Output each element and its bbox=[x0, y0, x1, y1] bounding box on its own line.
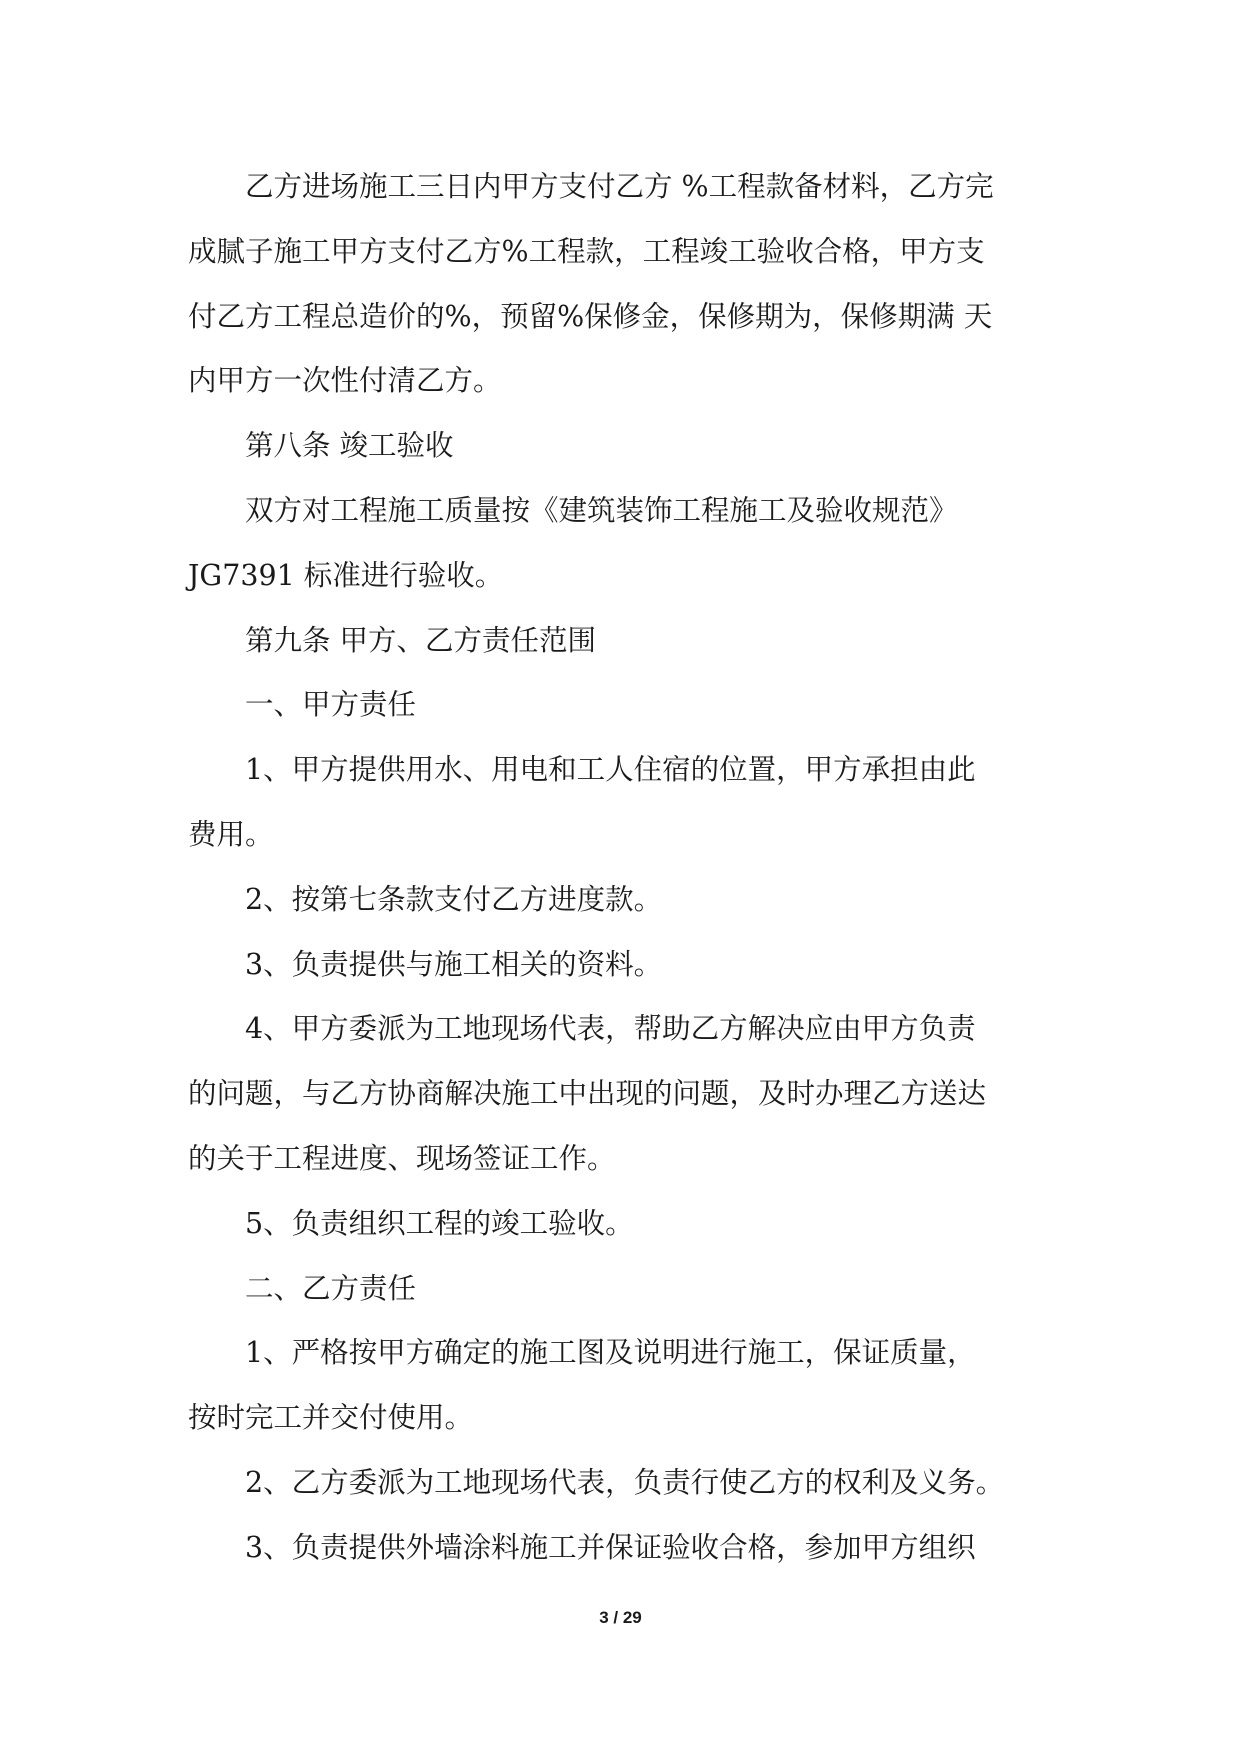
text-line: 内甲方一次性付清乙方。 bbox=[188, 364, 502, 398]
text-line: 3、负责提供外墙涂料施工并保证验收合格，参加甲方组织 bbox=[245, 1530, 976, 1564]
party-a-heading bbox=[188, 673, 1058, 738]
text-line: 2、乙方委派为工地现场代表，负责行使乙方的权利及义务。 bbox=[245, 1465, 1005, 1499]
text-line: 一、甲方责任 bbox=[245, 688, 417, 722]
party-b-item-2 bbox=[188, 1451, 1058, 1516]
article-8-heading bbox=[188, 414, 1058, 479]
text-line: 乙方进场施工三日内甲方支付乙方 %工程款备材料，乙方完 bbox=[245, 170, 994, 203]
text-line: 1、严格按甲方确定的施工图及说明进行施工，保证质量， bbox=[245, 1336, 976, 1370]
party-a-item-5 bbox=[188, 1192, 1058, 1257]
text-line: 第九条 甲方、乙方责任范围 bbox=[245, 623, 597, 657]
page-number: 3 / 29 bbox=[599, 1608, 642, 1627]
text-line: 双方对工程施工质量按《建筑装饰工程施工及验收规范》 bbox=[245, 493, 958, 527]
party-b-item-1 bbox=[188, 1321, 1058, 1451]
text-line: JG7391 标准进行验收。 bbox=[188, 558, 504, 592]
text-line: 的问题，与乙方协商解决施工中出现的问题，及时办理乙方送达 bbox=[188, 1077, 987, 1111]
text-line: 按时完工并交付使用。 bbox=[188, 1401, 474, 1435]
paragraph-payment-terms bbox=[188, 155, 1058, 414]
text-line: 第八条 竣工验收 bbox=[245, 429, 454, 463]
party-a-item-1 bbox=[188, 738, 1058, 868]
party-b-item-3 bbox=[188, 1516, 1058, 1581]
party-a-item-4 bbox=[188, 997, 1058, 1191]
text-line: 4、甲方委派为工地现场代表，帮助乙方解决应由甲方负责 bbox=[245, 1012, 976, 1046]
article-9-heading bbox=[188, 609, 1058, 674]
text-line: 成腻子施工甲方支付乙方%工程款，工程竣工验收合格，甲方支 bbox=[188, 234, 985, 268]
text-line: 费用。 bbox=[188, 817, 274, 851]
text-line: 3、负责提供与施工相关的资料。 bbox=[245, 947, 663, 981]
text-line: 付乙方工程总造价的%，预留%保修金，保修期为，保修期满 天 bbox=[188, 299, 993, 333]
text-line: 2、按第七条款支付乙方进度款。 bbox=[245, 882, 663, 916]
text-line: 二、乙方责任 bbox=[245, 1271, 417, 1305]
party-b-heading bbox=[188, 1257, 1058, 1322]
text-line: 1、甲方提供用水、用电和工人住宿的位置，甲方承担由此 bbox=[245, 753, 976, 787]
party-a-item-2 bbox=[188, 868, 1058, 933]
document-body bbox=[188, 155, 1058, 1581]
text-line: 5、负责组织工程的竣工验收。 bbox=[245, 1206, 634, 1240]
party-a-item-3 bbox=[188, 933, 1058, 998]
text-line: 的关于工程进度、现场签证工作。 bbox=[188, 1141, 616, 1175]
paragraph-acceptance-standard bbox=[188, 479, 1058, 609]
